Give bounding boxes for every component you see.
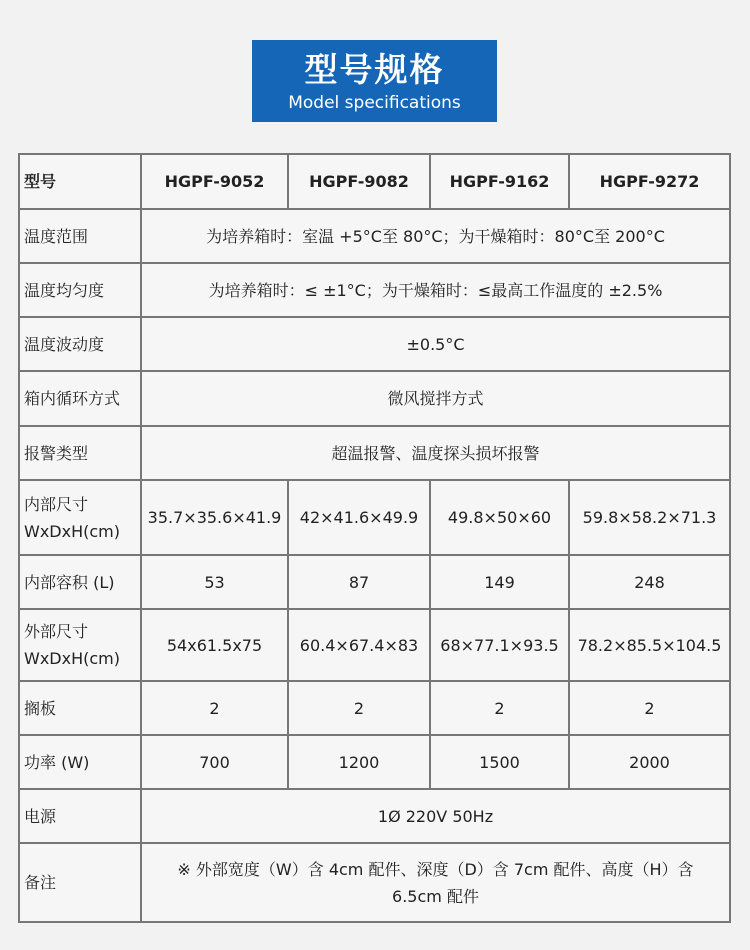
power-value: 2000 xyxy=(569,735,730,789)
table-row-supply xyxy=(19,789,730,843)
inner-size-label xyxy=(19,480,141,555)
inner-volume-label: 内部容积 (L) xyxy=(19,555,141,609)
outer-size-value: 68×77.1×93.5 xyxy=(430,609,569,681)
power-label: 功率 (W) xyxy=(19,735,141,789)
section-title-cn: 型号规格 xyxy=(304,50,445,89)
power-value: 700 xyxy=(141,735,288,789)
inner-volume-value: 87 xyxy=(288,555,430,609)
shelves-value: 2 xyxy=(569,681,730,735)
remarks-value: ※ 外部宽度（W）含 4cm 配件、深度（D）含 7cm 配件、高度（H）含 6.5cm 配件 xyxy=(141,843,730,922)
table-row-shelves xyxy=(19,681,730,735)
inner-size-label-line2: WxDxH(cm) xyxy=(24,521,120,541)
inner-size-value: 35.7×35.6×41.9 xyxy=(141,480,288,555)
temp-range-label: 温度范围 xyxy=(19,209,141,263)
section-title-en: Model specifications xyxy=(288,93,461,113)
temp-fluctuation-value: ±0.5°C xyxy=(141,317,730,371)
outer-size-label-line2: WxDxH(cm) xyxy=(24,649,120,668)
table-row-alarm xyxy=(19,426,730,480)
alarm-label: 报警类型 xyxy=(19,426,141,480)
power-value: 1200 xyxy=(288,735,430,789)
temp-range-value: 为培养箱时：室温 +5°C至 80°C；为干燥箱时：80°C至 200°C xyxy=(141,209,730,263)
shelves-label: 搁板 xyxy=(19,681,141,735)
remarks-label: 备注 xyxy=(19,843,141,922)
inner-size-label-line1: 内部尺寸 xyxy=(24,494,89,514)
outer-size-value: 60.4×67.4×83 xyxy=(288,609,430,681)
table-row-inner-size xyxy=(19,480,730,555)
inner-size-value: 59.8×58.2×71.3 xyxy=(569,480,730,555)
table-row-temp-uniformity xyxy=(19,263,730,317)
outer-size-label-line1: 外部尺寸 xyxy=(24,622,89,641)
table-row-temp-range xyxy=(19,209,730,263)
table-row-temp-fluctuation xyxy=(19,317,730,371)
model-cell: HGPF-9272 xyxy=(569,154,730,209)
inner-volume-value: 149 xyxy=(430,555,569,609)
inner-volume-value: 248 xyxy=(569,555,730,609)
model-cell: HGPF-9052 xyxy=(141,154,288,209)
table-row-model xyxy=(19,154,730,209)
table-row-remarks xyxy=(19,843,730,922)
model-label: 型号 xyxy=(19,154,141,209)
circulation-value: 微风搅拌方式 xyxy=(141,371,730,426)
spec-table xyxy=(18,153,731,923)
supply-value: 1Ø 220V 50Hz xyxy=(141,789,730,843)
outer-size-value: 78.2×85.5×104.5 xyxy=(569,609,730,681)
shelves-value: 2 xyxy=(141,681,288,735)
temp-fluctuation-label: 温度波动度 xyxy=(19,317,141,371)
shelves-value: 2 xyxy=(430,681,569,735)
temp-uniformity-value: 为培养箱时：≤ ±1°C；为干燥箱时：≤最高工作温度的 ±2.5% xyxy=(141,263,730,317)
power-value: 1500 xyxy=(430,735,569,789)
inner-volume-value: 53 xyxy=(141,555,288,609)
table-row-inner-volume xyxy=(19,555,730,609)
section-title-banner xyxy=(252,40,497,122)
table-row-power xyxy=(19,735,730,789)
table-row-outer-size xyxy=(19,609,730,681)
table-row-circulation xyxy=(19,371,730,426)
inner-size-value: 49.8×50×60 xyxy=(430,480,569,555)
model-cell: HGPF-9162 xyxy=(430,154,569,209)
shelves-value: 2 xyxy=(288,681,430,735)
supply-label: 电源 xyxy=(19,789,141,843)
inner-size-value: 42×41.6×49.9 xyxy=(288,480,430,555)
temp-uniformity-label: 温度均匀度 xyxy=(19,263,141,317)
outer-size-label xyxy=(19,609,141,681)
model-cell: HGPF-9082 xyxy=(288,154,430,209)
circulation-label: 箱内循环方式 xyxy=(19,371,141,426)
alarm-value: 超温报警、温度探头损坏报警 xyxy=(141,426,730,480)
outer-size-value: 54x61.5x75 xyxy=(141,609,288,681)
